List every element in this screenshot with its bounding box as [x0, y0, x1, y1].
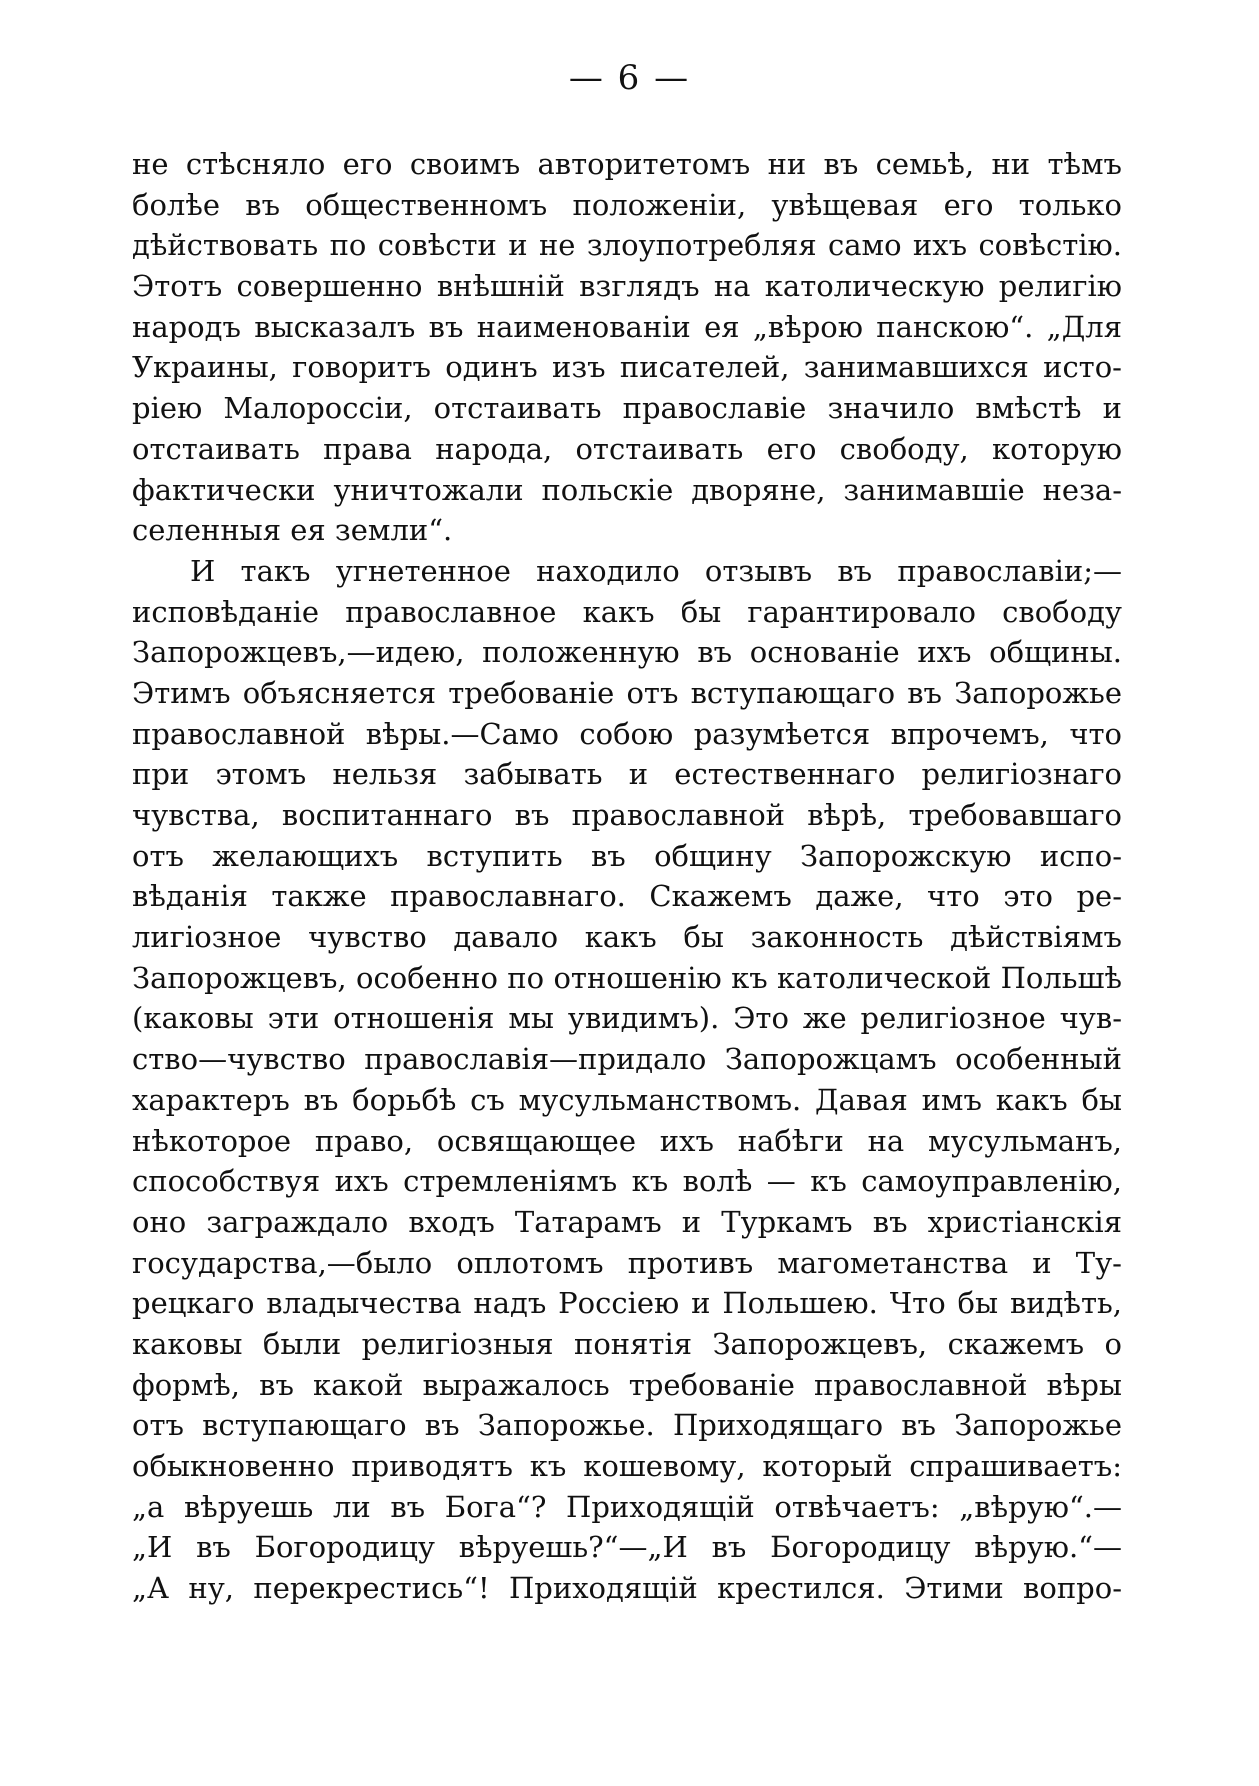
paragraph	[132, 144, 1122, 551]
text-line: (каковы эти отношенія мы увидимъ). Это же религіозное чув-	[132, 1001, 1122, 1036]
text-line: характеръ въ борьбѣ съ мусульманствомъ. Давая имъ какъ бы	[132, 1082, 1122, 1117]
text-line: православной вѣры.—Само собою разумѣется впрочемъ, что	[132, 716, 1122, 751]
text-line: каковы были религіозныя понятія Запорожцевъ, скажемъ о	[132, 1326, 1122, 1361]
text-line: болѣе въ общественномъ положеніи, увѣщевая его только	[132, 187, 1122, 222]
text-line: народъ высказалъ въ наименованіи ея „вѣрою панскою“. „Для	[132, 309, 1122, 344]
text-line: ство—чувство православія—придало Запорожцамъ особенный	[132, 1042, 1122, 1077]
text-line: ріею Малороссіи, отстаивать православіе значило вмѣстѣ и	[132, 391, 1122, 426]
body-text	[132, 144, 1122, 1609]
text-line: не стѣсняло его своимъ авторитетомъ ни въ семьѣ, ни тѣмъ	[132, 147, 1122, 181]
text-line: нѣкоторое право, освящающее ихъ набѣги на мусульманъ,	[132, 1123, 1122, 1158]
text-line: Запорожцевъ, особенно по отношенію къ католической Польшѣ	[132, 960, 1122, 995]
text-line: вѣданія также православнаго. Скажемъ даже, что это ре-	[132, 879, 1122, 914]
text-line: отъ желающихъ вступить въ общину Запорожскую испо-	[132, 838, 1122, 873]
text-line: дѣйствовать по совѣсти и не злоупотребляя само ихъ совѣстію.	[132, 228, 1122, 263]
text-line: чувства, воспитаннаго въ православной вѣрѣ, требовавшаго	[132, 798, 1122, 832]
text-line: Этотъ совершенно внѣшній взглядъ на католическую религію	[132, 269, 1122, 304]
text-line: рецкаго владычества надъ Россіею и Польшею. Что бы видѣть,	[132, 1286, 1122, 1321]
paragraph	[132, 551, 1122, 1609]
text-line: „И въ Богородицу вѣруешь?“—„И въ Богородицу вѣрую.“—	[132, 1530, 1122, 1565]
text-line: отстаивать права народа, отстаивать его свободу, которую	[132, 431, 1122, 466]
text-line: обыкновенно приводятъ къ кошевому, который спрашиваетъ:	[132, 1449, 1122, 1483]
text-line: селенныя ея земли“.	[132, 513, 453, 548]
text-line: лигіозное чувство давало какъ бы законность дѣйствіямъ	[132, 920, 1122, 955]
text-line: формѣ, въ какой выражалось требованіе православной вѣры	[132, 1367, 1122, 1402]
text-line: Запорожцевъ,—идею, положенную въ основаніе ихъ общины.	[132, 635, 1122, 670]
page-number: — 6 —	[568, 58, 691, 98]
text-line: государства,—было оплотомъ противъ магометанства и Ту-	[132, 1245, 1122, 1280]
text-line: И такъ угнетенное находило отзывъ въ православіи;—	[190, 553, 1122, 588]
text-line: „А ну, перекрестись“! Приходящій крестился. Этими вопро-	[132, 1571, 1122, 1606]
text-line: исповѣданіе православное какъ бы гарантировало свободу	[132, 594, 1122, 629]
text-line: Украины, говоритъ одинъ изъ писателей, занимавшихся исто-	[132, 350, 1122, 385]
text-line: Этимъ объясняется требованіе отъ вступающаго въ Запорожье	[132, 675, 1122, 710]
text-line: способствуя ихъ стремленіямъ къ волѣ — къ самоуправленію,	[132, 1164, 1122, 1199]
text-line: оно заграждало входъ Татарамъ и Туркамъ въ христіанскія	[132, 1204, 1122, 1239]
text-line: фактически уничтожали польскіе дворяне, занимавшіе неза-	[132, 472, 1122, 507]
text-line: отъ вступающаго въ Запорожье. Приходящаго въ Запорожье	[132, 1408, 1122, 1443]
text-line: „а вѣруешь ли въ Бога“? Приходящій отвѣчаетъ: „вѣрую“.—	[132, 1489, 1122, 1524]
text-line: при этомъ нельзя забывать и естественнаго религіознаго	[132, 757, 1122, 792]
